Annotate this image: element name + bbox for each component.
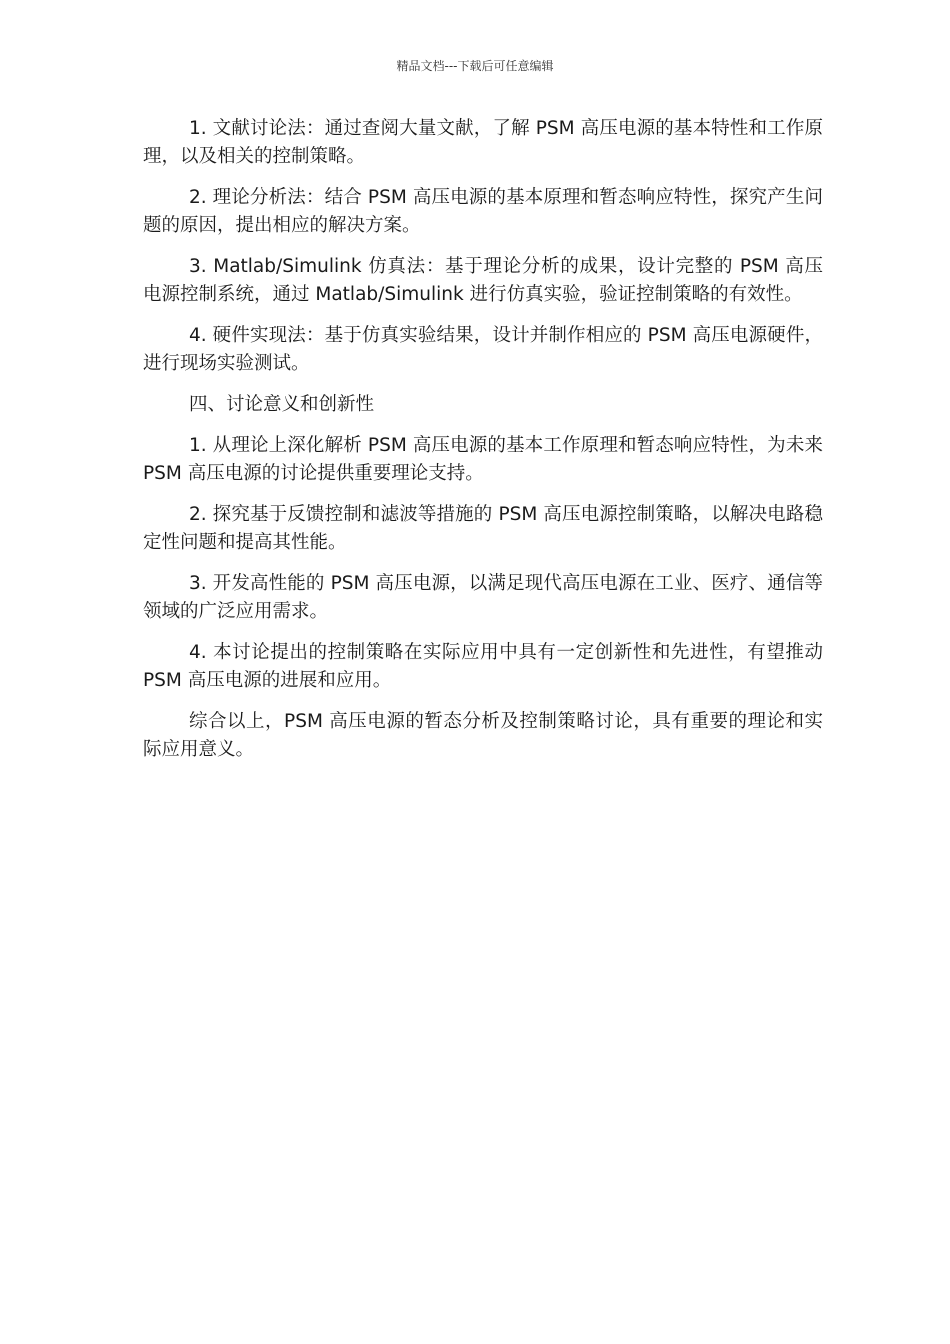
paragraph-method-hardware: 4. 硬件实现法：基于仿真实验结果，设计并制作相应的 PSM 高压电源硬件，进行现场实验测试。 [143, 325, 823, 374]
paragraph-significance-2: 2. 探究基于反馈控制和滤波等措施的 PSM 高压电源控制策略，以解决电路稳定性问题和提高其性能。 [143, 504, 823, 553]
paragraph-significance-4: 4. 本讨论提出的控制策略在实际应用中具有一定创新性和先进性，有望推动 PSM 高压电源的进展和应用。 [143, 642, 823, 691]
paragraph-method-simulation: 3. Matlab/Simulink 仿真法：基于理论分析的成果，设计完整的 PSM 高压电源控制系统，通过 Matlab/Simulink 进行仿真实验，验证控制策略的有效性。 [143, 256, 823, 305]
paragraph-method-theory: 2. 理论分析法：结合 PSM 高压电源的基本原理和暂态响应特性，探究产生问题的原因，提出相应的解决方案。 [143, 187, 823, 236]
document-body [143, 115, 823, 777]
paragraph-conclusion: 综合以上，PSM 高压电源的暂态分析及控制策略讨论，具有重要的理论和实际应用意义。 [143, 711, 823, 760]
paragraph-significance-3: 3. 开发高性能的 PSM 高压电源，以满足现代高压电源在工业、医疗、通信等领域的广泛应用需求。 [143, 573, 823, 622]
paragraph-method-literature: 1. 文献讨论法：通过查阅大量文献，了解 PSM 高压电源的基本特性和工作原理，以及相关的控制策略。 [143, 118, 823, 167]
page-header: 精品文档---下载后可任意编辑 [396, 59, 554, 73]
section-heading-significance: 四、讨论意义和创新性 [189, 394, 375, 415]
paragraph-significance-1: 1. 从理论上深化解析 PSM 高压电源的基本工作原理和暂态响应特性，为未来 PSM 高压电源的讨论提供重要理论支持。 [143, 435, 823, 484]
